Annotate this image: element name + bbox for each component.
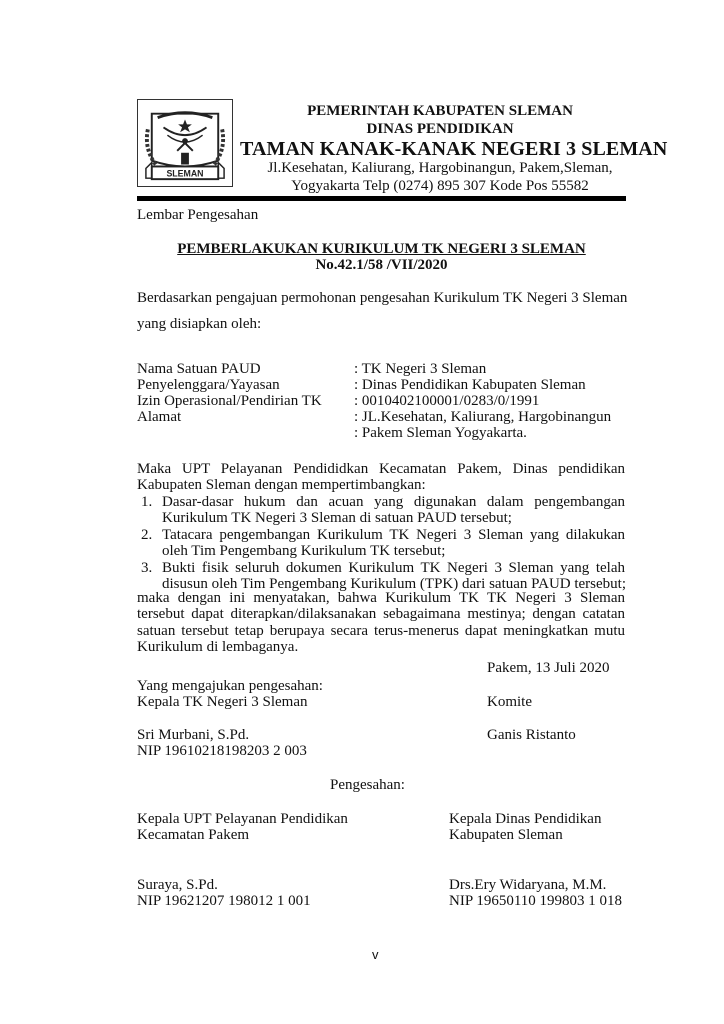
svg-text:SLEMAN: SLEMAN	[166, 168, 204, 179]
page-number: v	[372, 947, 379, 962]
intro-text-line2: yang disiapkan oleh:	[137, 316, 262, 332]
info-label: Penyelenggara/Yayasan	[137, 377, 280, 393]
letterhead-school-name: TAMAN KANAK-KANAK NEGERI 3 SLEMAN	[240, 138, 668, 160]
letterhead-address: Jl.Kesehatan, Kaliurang, Hargobinangun, Pakem,Sleman,	[267, 160, 613, 176]
upt-head-nip: NIP 19621207 198012 1 001	[137, 893, 311, 909]
list-text: Tatacara pengembangan Kurikulum TK Negeri 3 Sleman yang dilakukan oleh Tim Pengembang Kurikulum TK tersebut;	[162, 526, 625, 560]
info-value: : Dinas Pendidikan Kabupaten Sleman	[354, 377, 586, 393]
upt-head-name: Suraya, S.Pd.	[137, 877, 218, 893]
info-value: : TK Negeri 3 Sleman	[354, 361, 487, 377]
dinas-title-line1: Kepala Dinas Pendidikan	[449, 811, 602, 827]
list-text: Dasar-dasar hukum dan acuan yang digunakan dalam pengembangan Kurikulum TK Negeri 3 Sleman di satuan PAUD tersebut;	[162, 494, 625, 527]
letterhead-department: DINAS PENDIDIKAN	[366, 121, 514, 137]
dinas-title-line2: Kabupaten Sleman	[449, 827, 563, 843]
dinas-head-name: Drs.Ery Widaryana, M.M.	[449, 877, 607, 893]
committee-title: Komite	[487, 694, 532, 710]
info-value: : 0010402100001/0283/0/1991	[354, 393, 540, 409]
principal-title: Kepala TK Negeri 3 Sleman	[137, 694, 308, 710]
approval-label: Pengesahan:	[330, 777, 405, 793]
dinas-head-nip: NIP 19650110 199803 1 018	[449, 893, 623, 909]
list-number: 1.	[141, 494, 153, 510]
submitted-by-label: Yang mengajukan pengesahan:	[137, 678, 323, 694]
considering-paragraph: Maka UPT Pelayanan Pendididkan Kecamatan Pakem, Dinas pendidikan Kabupaten Sleman dengan mempertimbangkan:	[137, 461, 625, 494]
list-item	[137, 560, 625, 593]
letterhead-contact: Yogyakarta Telp (0274) 895 307 Kode Pos 55582	[291, 178, 589, 194]
document-number: No.42.1/58 /VII/2020	[315, 257, 448, 273]
info-label: Alamat	[137, 409, 182, 425]
list-item	[137, 494, 625, 527]
list-number: 3.	[141, 559, 153, 576]
principal-name: Sri Murbani, S.Pd.	[137, 727, 250, 743]
info-value: : Pakem Sleman Yogyakarta.	[354, 425, 527, 441]
list-item	[137, 527, 625, 560]
considerations-list	[137, 494, 625, 592]
list-text: Bukti fisik seluruh dokumen Kurikulum TK Negeri 3 Sleman yang telah	[162, 559, 625, 576]
place-date: Pakem, 13 Juli 2020	[487, 660, 610, 676]
letterhead-government: PEMERINTAH KABUPATEN SLEMAN	[307, 103, 573, 119]
document-title: PEMBERLAKUKAN KURIKULUM TK NEGERI 3 SLEMAN	[177, 241, 586, 257]
conclusion-paragraph: maka dengan ini menyatakan, bahwa Kurikulum TK TK Negeri 3 Sleman tersebut dapat diterapkan/dilaksanakan sebagaimana mestinya; dengan catatan satuan tersebut tetap berupaya secara terus-menerus dapat meningkatkan mutu Kurikulum di lembaganya.	[137, 590, 625, 656]
info-label: Nama Satuan PAUD	[137, 361, 261, 377]
section-label: Lembar Pengesahan	[137, 207, 259, 223]
upt-title-line1: Kepala UPT Pelayanan Pendidikan	[137, 811, 348, 827]
upt-title-line2: Kecamatan Pakem	[137, 827, 250, 843]
committee-name: Ganis Ristanto	[487, 727, 576, 743]
info-label: Izin Operasional/Pendirian TK	[137, 393, 322, 409]
principal-nip: NIP 19610218198203 2 003	[137, 743, 307, 759]
intro-text-line1: Berdasarkan pengajuan permohonan pengesahan Kurikulum TK Negeri 3 Sleman	[137, 290, 628, 306]
list-number: 2.	[141, 526, 153, 543]
letterhead-divider	[137, 196, 626, 201]
list-text: disusun oleh Tim Pengembang Kurikulum (TPK) dari satuan PAUD tersebut;	[162, 576, 627, 593]
info-value: : JL.Kesehatan, Kaliurang, Hargobinangun	[354, 409, 612, 425]
sleman-regency-emblem-icon	[137, 99, 233, 187]
